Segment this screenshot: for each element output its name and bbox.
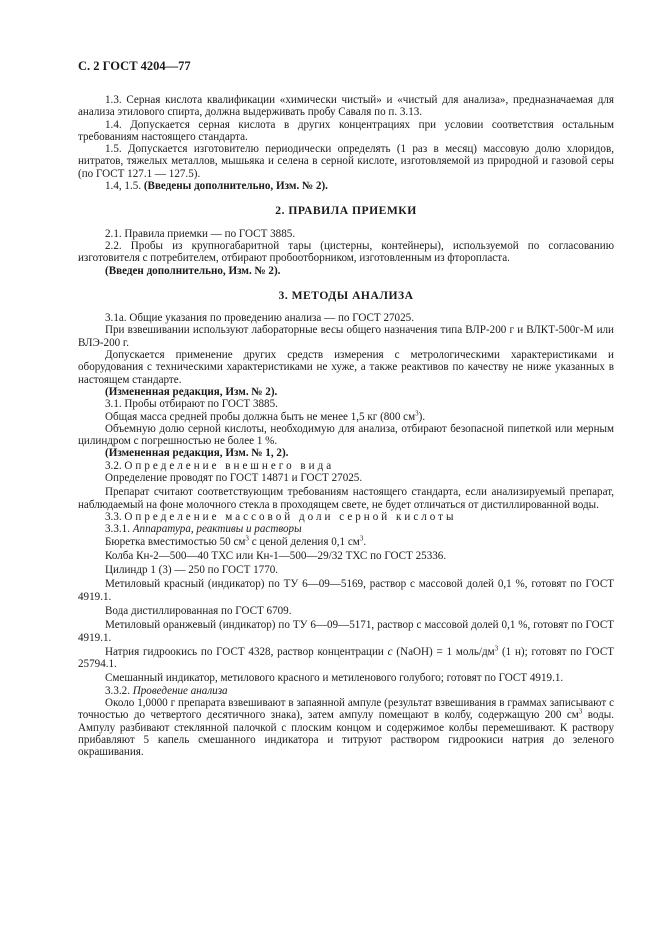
- clause-2-2: 2.2. Пробы из крупногабаритной тары (цистерны, контейнеры), используемой по согласованию изготовителя с потребителем, отбирают пробоотборником, изготовленным из фторопласта.: [78, 239, 614, 265]
- clause-3-3: 3.3. Определение массовой доли серной кислоты: [105, 510, 457, 523]
- clause-3-1: 3.1. Пробы отбирают по ГОСТ 3885.: [105, 398, 278, 411]
- clause-3-3-2: 3.3.2. Проведение анализа: [105, 684, 228, 697]
- volume-paragraph: Объемную долю серной кислоты, необходимую для анализа, отбирают безопасной пипеткой или мерным цилиндром с погрешностью не более 1 %.: [78, 422, 614, 448]
- cylinder: Цилиндр 1 (3) — 250 по ГОСТ 1770.: [105, 564, 279, 577]
- distilled-water: Вода дистиллированная по ГОСТ 6709.: [105, 604, 292, 617]
- sample-mass: Общая масса средней пробы должна быть не менее 1,5 кг (800 $см^3$).: [105, 408, 426, 423]
- clause-3-3-1-title: Аппаратура, реактивы и растворы: [132, 523, 302, 536]
- amendment-note-3: (Измененная редакция, Изм. № 2).: [105, 385, 278, 398]
- document-body: [78, 94, 614, 759]
- note-bold: (Введены дополнительно, Изм. № 2).: [143, 180, 328, 193]
- amendment-note-2: (Введен дополнительно, Изм. № 2).: [105, 264, 281, 277]
- section-3-heading: 3. МЕТОДЫ АНАЛИЗА: [278, 288, 414, 302]
- page-header: С. 2 ГОСТ 4204—77: [78, 59, 191, 73]
- flask: Колба Кн-2—500—40 ТХС или Кн-1—500—29/32 ТХС по ГОСТ 25336.: [105, 549, 447, 562]
- amendment-note-1: [78, 180, 614, 192]
- clause-1-3: 1.3. Серная кислота квалификации «химически чистый» и «чистый для анализа», предназначаемая для анализа этилового спирта, должна выдерживать пробу Саваля по п. 3.13.: [78, 94, 614, 119]
- clause-3-2: 3.2. Определение внешнего вида: [105, 459, 335, 472]
- note-prefix: 1.4, 1.5.: [105, 180, 142, 193]
- clause-3-3-2-title: Проведение анализа: [132, 684, 228, 697]
- equipment-paragraph: Допускается применение других средств измерения с метрологическими характеристиками и оборудования с техническими характеристиками не хуже, а также реактивов по качеству не ниже указанных в настоящем стандарте.: [78, 349, 614, 386]
- clause-3-2-title: Определение внешнего вида: [124, 459, 335, 472]
- clause-3-3-1: 3.3.1. Аппаратура, реактивы и растворы: [105, 523, 302, 536]
- amendment-note-4: (Измененная редакция, Изм. № 1, 2).: [105, 447, 289, 460]
- clause-3-3-title: Определение массовой доли серной кислоты: [124, 510, 457, 523]
- methyl-red: Метиловый красный (индикатор) по ТУ 6—09—5169, раствор с массовой долей 0,1 %, готовят по ГОСТ 4919.1.: [78, 578, 614, 603]
- clause-1-5: 1.5. Допускается изготовителю периодически определять (1 раз в месяц) массовую долю хлоридов, нитратов, тяжелых металлов, мышьяка и селена в серной кислоте, изготовляемой из природной и газовой серы (по ГОСТ 127.1 — 127.5).: [78, 143, 614, 180]
- appearance-method: Определение проводят по ГОСТ 14871 и ГОСТ 27025.: [105, 472, 363, 485]
- methyl-orange: Метиловый оранжевый (индикатор) по ТУ 6—09—5171, раствор с массовой долей 0,1 %, готовят по ГОСТ 4919.1.: [78, 619, 614, 644]
- analysis-procedure: Около 1,0000 г препарата взвешивают в запаянной ампуле (результат взвешивания в граммах записывают с точностью до четвертого десятичного знака), затем ампулу помещают в колбу, содержащую 200 $см^3$ воды. Ампулу разбивают стеклянной палочкой с плоским концом и содержимое колбы перемешивают. К раствору прибавляют 5 капель смешанного индикатора и титруют раствором гидроокиси натрия до зеленого окрашивания.: [78, 697, 614, 759]
- clause-1-4: 1.4. Допускается серная кислота в других концентрациях при условии соответствия остальным требованиям настоящего стандарта.: [78, 118, 614, 143]
- mixed-indicator: Смешанный индикатор, метилового красного и метиленового голубого; готовят по ГОСТ 4919.1.: [105, 672, 564, 685]
- section-2-heading: 2. ПРАВИЛА ПРИЕМКИ: [275, 204, 417, 218]
- appearance-criterion: Препарат считают соответствующим требованиям настоящего стандарта, если анализируемый препарат, наблюдаемый на фоне молочного стекла в проходящем свете, не будет отличаться от дистиллированной воды.: [78, 486, 614, 511]
- clause-2-1: 2.1. Правила приемки — по ГОСТ 3885.: [105, 227, 296, 240]
- burette: Бюретка вместимостью 50 $см^3$ с ценой деления 0,1 $см^3$.: [105, 533, 367, 548]
- clause-3-1a: 3.1а. Общие указания по проведению анализа — по ГОСТ 27025.: [105, 312, 414, 325]
- sodium-hydroxide: Натрия гидроокись по ГОСТ 4328, раствор концентрации c (NaOH) = 1 моль/$дм^3$ (1 н); готовят по ГОСТ 25794.1.: [78, 644, 615, 671]
- weighing-paragraph: При взвешивании используют лабораторные весы общего назначения типа ВЛР-200 г и ВЛКТ-500г-М или ВЛЭ-200 г.: [78, 324, 614, 349]
